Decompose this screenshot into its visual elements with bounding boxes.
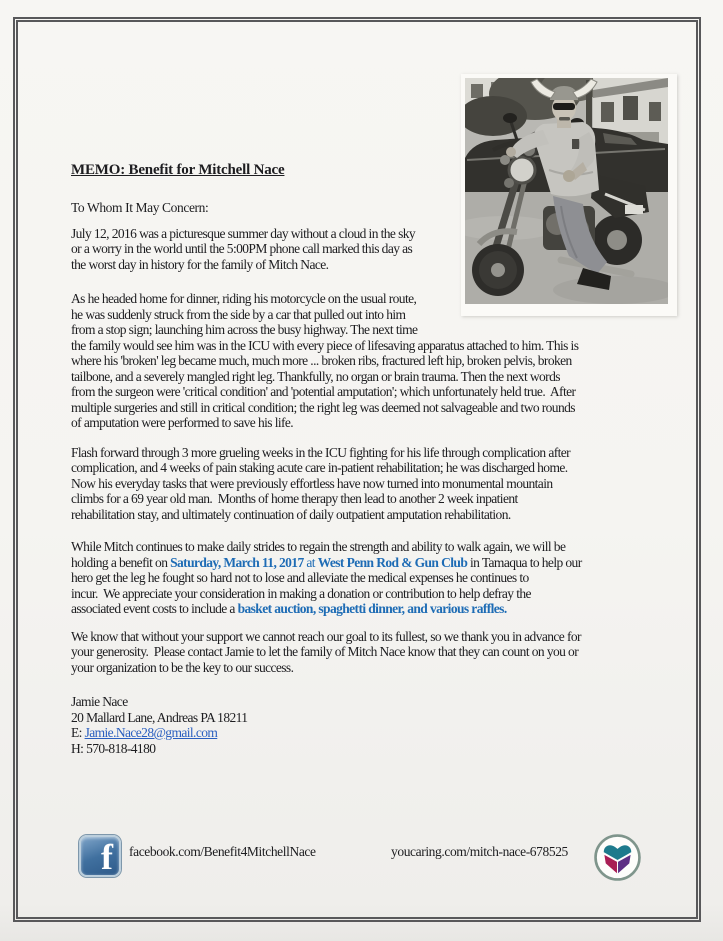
text-span: where his 'broken' leg became much, much more ... broken ribs, fractured left hip, broken pelvis, broken bbox=[71, 353, 572, 368]
text-span: H: 570-818-4180 bbox=[71, 740, 156, 756]
text-span: from a stop sign; launching him across the busy highway. The next time bbox=[71, 322, 418, 337]
text-line bbox=[71, 445, 691, 461]
text-line bbox=[71, 694, 691, 710]
facebook-f-glyph: f bbox=[101, 837, 113, 877]
text-span: As he headed home for dinner, riding his motorcycle on the usual route, bbox=[71, 291, 417, 306]
text-span: in Tamaqua to help our bbox=[467, 554, 582, 570]
text-line bbox=[71, 460, 691, 476]
text-span: Flash forward through 3 more grueling weeks in the ICU fighting for his life through complication after bbox=[71, 444, 571, 460]
event-venue: West Penn Rod & Gun Club bbox=[317, 554, 468, 570]
paragraph-recovery bbox=[71, 445, 691, 523]
text-span: climbs for a 69 year old man. Months of home therapy then lead to another 2 week inpatient bbox=[71, 491, 518, 506]
text-span: or a worry in the world until the 5:00PM phone call marked this day as bbox=[71, 241, 413, 256]
motorcycle-photo-illustration bbox=[465, 78, 668, 304]
text-line bbox=[71, 384, 691, 400]
paragraph-benefit-event bbox=[71, 539, 691, 617]
text-line bbox=[71, 322, 691, 338]
text-line bbox=[71, 570, 691, 586]
memo-title: MEMO: Benefit for Mitchell Nace bbox=[71, 162, 285, 178]
text-span: Now his everyday tasks that were previously effortless have now turned into monumental mountain bbox=[71, 475, 553, 491]
text-line bbox=[71, 415, 691, 431]
text-line bbox=[71, 555, 691, 571]
text-span: hero get the leg he fought so hard not to lose and alleviate the medical expenses he continues to bbox=[71, 570, 529, 585]
text-span: We know that without your support we cannot reach our goal to its fullest, so we thank you in advance for bbox=[71, 628, 581, 644]
text-span: tailbone, and a severely mangled right leg. Thankfully, no organ or brain trauma. Then the next words bbox=[71, 368, 560, 384]
text-line bbox=[71, 644, 691, 660]
text-line bbox=[71, 586, 691, 602]
text-span: of amputation were performed to save his life. bbox=[71, 415, 294, 430]
paragraph-closing-thanks bbox=[71, 629, 691, 676]
youcaring-heart-icon bbox=[593, 833, 642, 882]
facebook-icon bbox=[79, 835, 121, 877]
text-line bbox=[71, 369, 691, 385]
text-span: While Mitch continues to make daily strides to regain the strength and ability to walk again, we will be bbox=[71, 539, 566, 554]
text-span: the family would see him was in the ICU with every piece of lifesaving apparatus attached to him. This is bbox=[71, 337, 579, 353]
text-span: from the surgeon were 'critical condition' and 'potential amputation'; which unfortunately held true. After bbox=[71, 384, 576, 399]
event-activities: basket auction, spaghetti dinner, and various raffles. bbox=[237, 601, 507, 616]
mitch-motorcycle-photo bbox=[461, 74, 677, 316]
text-span: 20 Mallard Lane, Andreas PA 18211 bbox=[71, 709, 248, 725]
text-span: the worst day in history for the family of Mitch Nace. bbox=[71, 256, 329, 272]
text-line bbox=[71, 400, 691, 416]
text-span: your organization to be the key to our success. bbox=[71, 659, 294, 675]
text-span: incur. We appreciate your consideration in making a donation or contribution to help defray the bbox=[71, 585, 531, 601]
signature-block bbox=[71, 694, 691, 756]
text-line bbox=[71, 741, 691, 757]
memo-content bbox=[18, 22, 696, 756]
text-span: Jamie Nace bbox=[71, 694, 128, 709]
text-span: complication, and 4 weeks of pain staking acute care in-patient rehabilitation; he was discharged home. bbox=[71, 460, 568, 475]
text-span: rehabilitation stay, and ultimately continuation of daily outpatient amputation rehabilitation. bbox=[71, 506, 511, 522]
text-line bbox=[71, 725, 691, 741]
text-span: your generosity. Please contact Jamie to let the family of Mitch Nace know that they can count on you or bbox=[71, 644, 579, 659]
text-line bbox=[71, 660, 691, 676]
text-span: July 12, 2016 was a picturesque summer day without a cloud in the sky bbox=[71, 225, 416, 241]
youcaring-url: youcaring.com/mitch-nace-678525 bbox=[391, 844, 568, 859]
text-line bbox=[71, 507, 691, 523]
text-line bbox=[71, 353, 691, 369]
text-line bbox=[71, 338, 691, 354]
event-date: Saturday, March 11, 2017 bbox=[170, 554, 304, 570]
text-line bbox=[71, 491, 691, 507]
text-span: holding a benefit on bbox=[71, 554, 171, 570]
text-line bbox=[71, 601, 691, 617]
text-line bbox=[71, 629, 691, 645]
text-line bbox=[71, 710, 691, 726]
text-span: E: bbox=[71, 725, 85, 740]
text-span: he was suddenly struck from the side by a car that pulled out into him bbox=[71, 306, 406, 322]
text-span: associated event costs to include a bbox=[71, 601, 238, 616]
page-border bbox=[13, 17, 701, 922]
text-span: at bbox=[303, 554, 318, 570]
email-link[interactable]: Jamie.Nace28@gmail.com bbox=[84, 725, 218, 740]
text-line bbox=[71, 539, 691, 555]
salutation: To Whom It May Concern: bbox=[71, 200, 209, 215]
text-line bbox=[71, 476, 691, 492]
text-span: multiple surgeries and still in critical condition; the right leg was deemed not salvageable and two rounds bbox=[71, 399, 575, 415]
facebook-url: facebook.com/Benefit4MitchellNace bbox=[129, 844, 316, 859]
